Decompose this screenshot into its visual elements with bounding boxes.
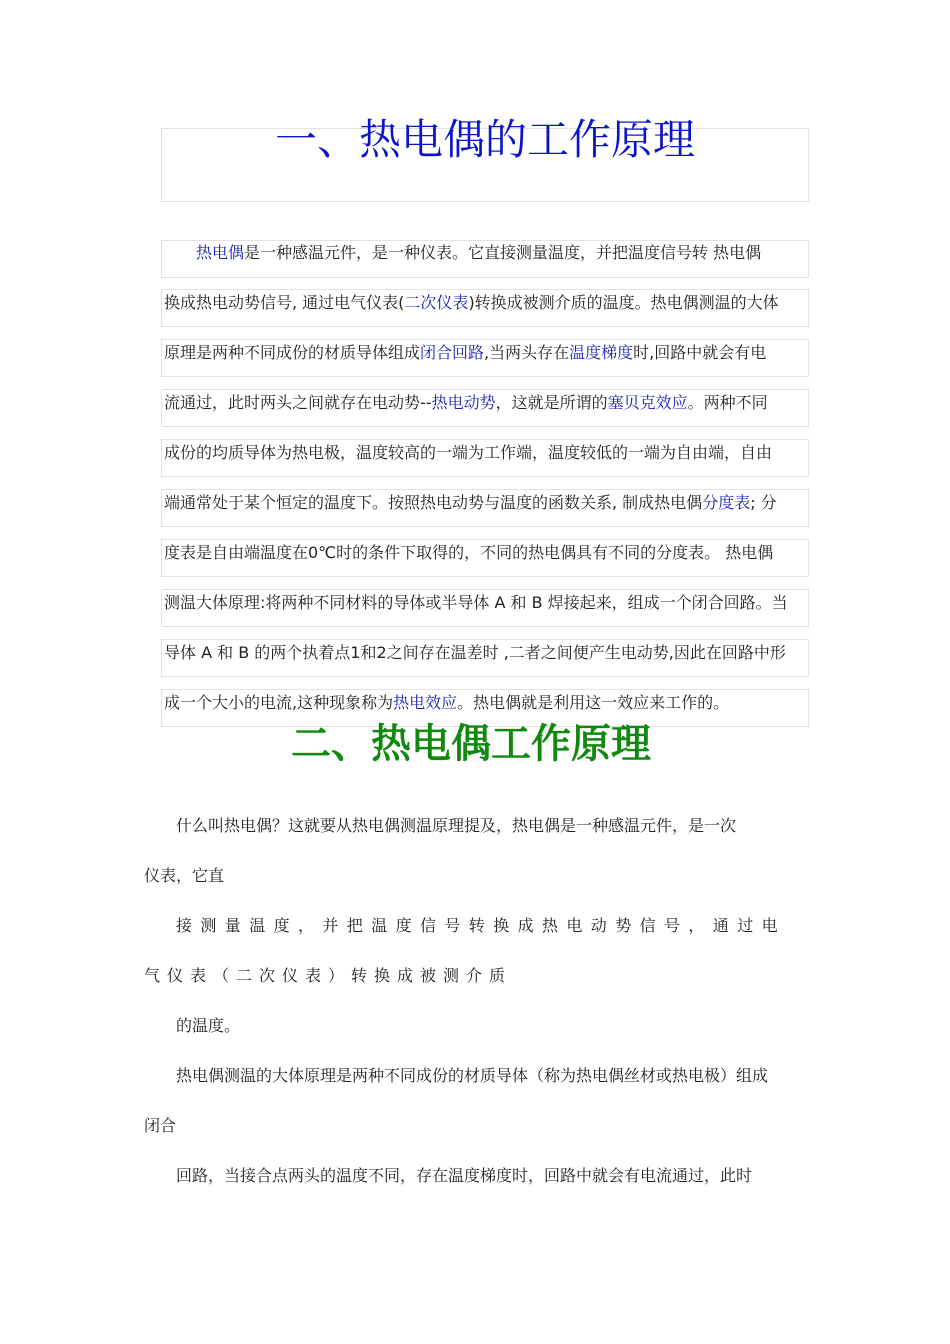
term-link[interactable]: 热电动势 [431,393,496,412]
section2-line-1: 什么叫热电偶？这就要从热电偶测温原理提及，热电偶是一种感温元件，是一次 [176,816,737,835]
section2-title: 二、热电偶工作原理 [291,721,651,767]
term-link[interactable]: 热电偶 [196,243,245,262]
section1-line-8 [164,591,788,615]
text-segment: 换成热电动势信号, 通过电气仪表( [164,293,405,312]
section1-line-7 [164,541,773,565]
text-segment: ; 分 [750,493,777,512]
term-link[interactable]: 塞贝克效应 [607,393,688,412]
text-segment: 成份的均质导体为热电极，温度较高的一端为工作端，温度较低的一端为自由端，自由 [164,443,773,462]
text-segment: 。两种不同 [687,393,768,412]
text-segment: 原理是两种不同成份的材质导体组成 [164,343,421,362]
section2-line-7: 闭合 [144,1116,177,1135]
section2-line-2: 仪表，它直 [144,866,225,885]
section1-line-9 [164,641,786,665]
section1-line-1 [196,241,761,265]
section1-line-6 [164,491,777,515]
section1-title: 一、热电偶的工作原理 [274,115,695,164]
term-link[interactable]: 温度梯度 [569,343,634,362]
text-segment: 测温大体原理:将两种不同材料的导体或半导体 A 和 B 焊接起来，组成一个闭合回路。当 [164,593,788,612]
section2-line-6: 热电偶测温的大体原理是两种不同成份的材质导体（称为热电偶丝材或热电极）组成 [176,1066,769,1085]
text-segment: )转换成被测介质的温度。热电偶测温的大体 [468,293,779,312]
section2-line-3: 接测量温度，并把温度信号转换成热电动势信号，通过电 [176,916,787,935]
text-segment: ,当两头存在 [484,343,570,362]
text-segment: ，这就是所谓的 [495,393,608,412]
term-link[interactable]: 闭合回路 [420,343,485,362]
text-segment: 成一个大小的电流,这种现象称为 [164,693,394,712]
term-link[interactable]: 二次仪表 [404,293,469,312]
section1-line-4 [164,391,768,415]
text-segment: 是一种感温元件，是一种仪表。它直接测量温度，并把温度信号转 热电偶 [244,243,762,262]
text-segment: 。热电偶就是利用这一效应来工作的。 [457,693,730,712]
section1-line-5 [164,441,772,465]
section2-line-4: 气仪表（二次仪表）转换成被测介质 [144,966,513,985]
text-segment: 导体 A 和 B 的两个执着点1和2之间存在温差时 ,二者之间便产生电动势,因此在回路中形 [164,643,786,662]
section1-line-2 [164,291,779,315]
section1-line-10 [164,691,729,715]
text-segment: 端通常处于某个恒定的温度下。按照热电动势与温度的函数关系, 制成热电偶 [164,493,703,512]
term-link[interactable]: 分度表 [702,493,751,512]
section2-line-8: 回路，当接合点两头的温度不同，存在温度梯度时，回路中就会有电流通过，此时 [176,1166,753,1185]
text-segment: 度表是自由端温度在0℃时的条件下取得的，不同的热电偶具有不同的分度表。 热电偶 [164,543,774,562]
section2-line-5: 的温度。 [176,1016,241,1035]
section1-line-3 [164,341,766,365]
text-segment: 时,回路中就会有电 [633,343,767,362]
term-link[interactable]: 热电效应 [393,693,458,712]
text-segment: 流通过，此时两头之间就存在电动势-- [164,393,432,412]
